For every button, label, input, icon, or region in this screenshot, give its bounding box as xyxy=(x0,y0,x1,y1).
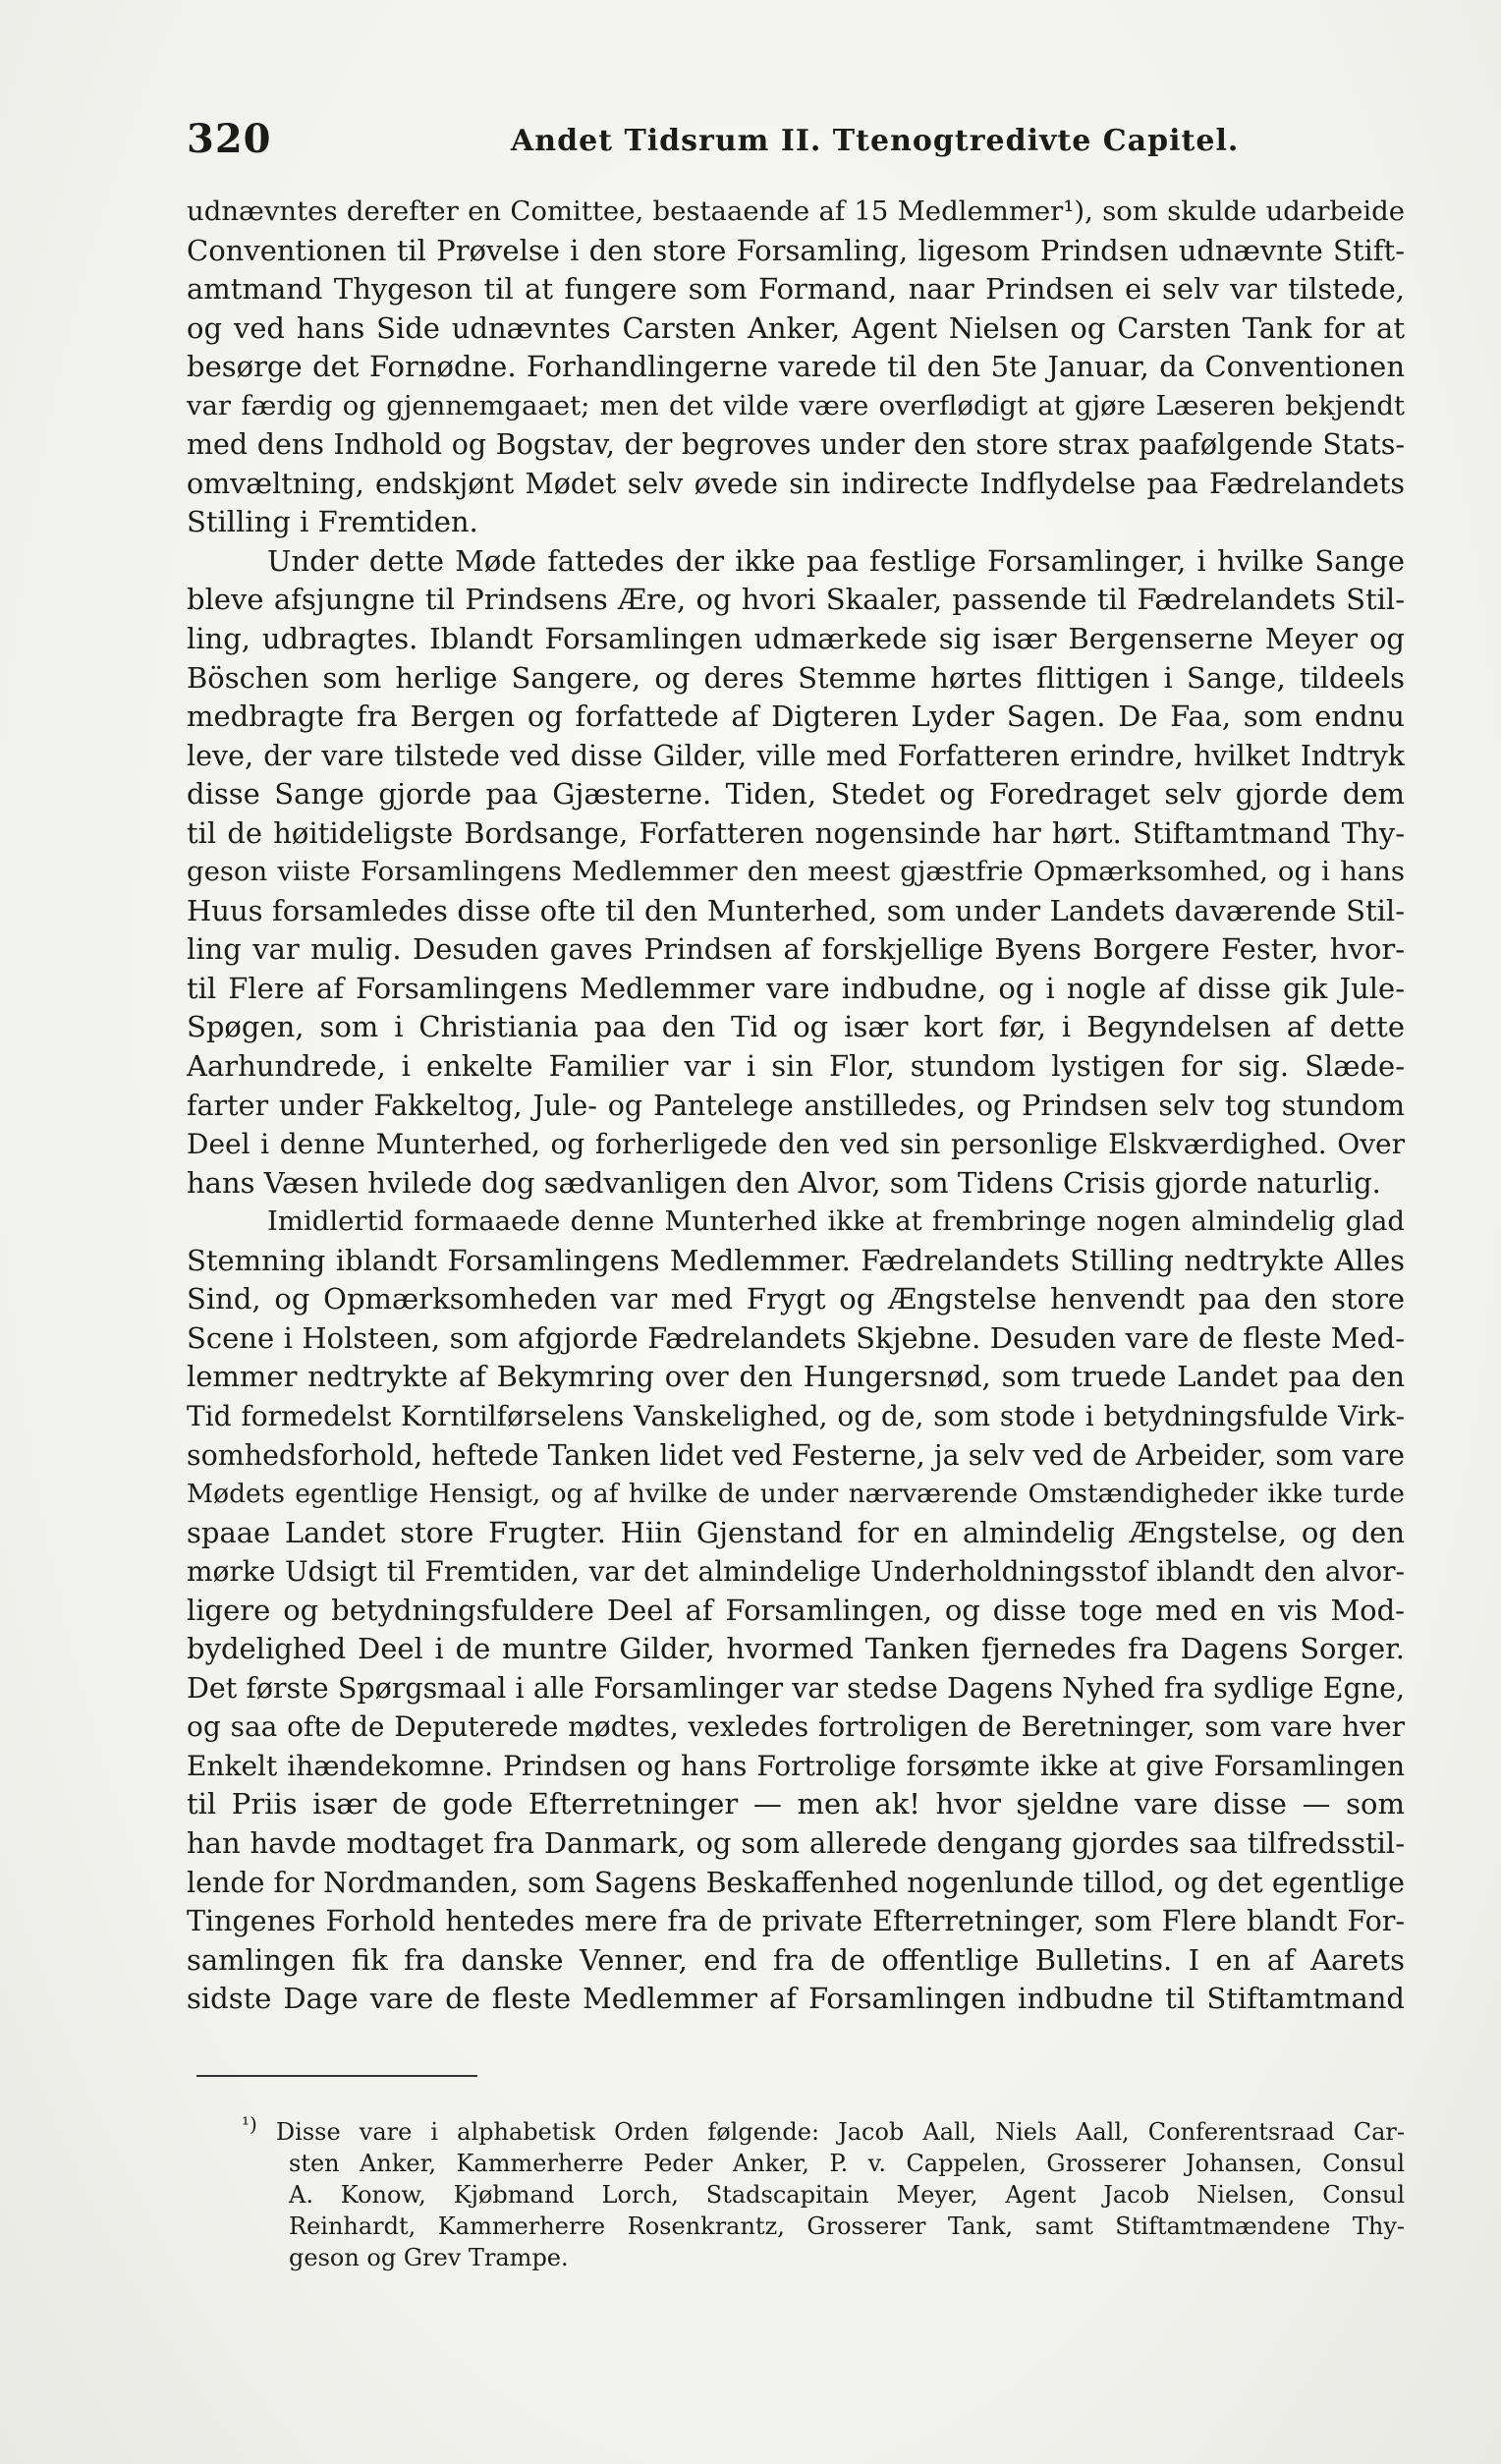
text-line: Imidlertid formaaede denne Munterhed ikke at frembringe nogen almindelig glad xyxy=(267,1205,1405,1238)
footnote-line: sten Anker, Kammerherre Peder Anker, P. v. Cappelen, Grosserer Johansen, Consul xyxy=(289,2150,1405,2177)
footnote-line: A. Konow, Kjøbmand Lorch, Stadscapitain Meyer, Agent Jacob Nielsen, Consul xyxy=(289,2181,1405,2209)
text-line: ling, udbragtes. Iblandt Forsamlingen udmærkede sig især Bergenserne Meyer og xyxy=(187,622,1405,656)
footnote-divider xyxy=(196,2075,477,2077)
text-line: Sind, og Opmærksomheden var med Frygt og Ængstelse henvendt paa den store xyxy=(187,1282,1405,1316)
footnote-marker: ¹) xyxy=(242,2116,257,2136)
text-line: leve, der vare tilstede ved disse Gilder, ville med Forfatteren erindre, hvilket Indtryk xyxy=(187,739,1405,772)
text-line: Stemning iblandt Forsamlingens Medlemmer. Fædrelandets Stilling nedtrykte Alles xyxy=(187,1243,1405,1277)
text-line: medbragte fra Bergen og forfattede af Digteren Lyder Sagen. De Faa, som endnu xyxy=(187,700,1405,734)
text-line: Aarhundrede, i enkelte Familier var i sin Flor, stundom lystigen for sig. Slæde- xyxy=(187,1049,1405,1084)
text-line: sidste Dage vare de fleste Medlemmer af Forsamlingen indbudne til Stiftamtmand xyxy=(187,1982,1405,2016)
text-line: mørke Udsigt til Fremtiden, var det almindelige Underholdningsstof iblandt den alvor- xyxy=(187,1555,1405,1589)
text-line: ligere og betydningsfuldere Deel af Forsamlingen, og disse toge med en vis Mod- xyxy=(187,1593,1405,1627)
page-header xyxy=(187,116,1405,175)
footnote-text: Disse vare i alphabetisk Orden følgende: Jacob Aall, Niels Aall, Conferentsraad Car- xyxy=(275,2118,1405,2146)
text-line: Det første Spørgsmaal i alle Forsamlinger var stedse Dagens Nyhed fra sydlige Egne, xyxy=(187,1671,1405,1705)
text-line: var færdig og gjennemgaaet; men det vilde være overflødigt at gjøre Læseren bekjendt xyxy=(187,389,1405,421)
text-line: bleve afsjungne til Prindsens Ære, og hvori Skaaler, passende til Fædrelandets Stil- xyxy=(187,583,1405,617)
text-line: spaae Landet store Frugter. Hiin Gjenstand for en almindelig Ængstelse, og den xyxy=(187,1515,1405,1549)
footnote-line: Reinhardt, Kammerherre Rosenkrantz, Grosserer Tank, samt Stiftamtmændene Thy- xyxy=(289,2212,1405,2240)
text-line: Conventionen til Prøvelse i den store Forsamling, ligesom Prindsen udnævnte Stift- xyxy=(187,233,1405,267)
text-line: til Priis især de gode Efterretninger — men ak! hvor sjeldne vare disse — som xyxy=(187,1787,1405,1821)
footnote-line: geson og Grev Trampe. xyxy=(289,2244,569,2271)
page-number: 320 xyxy=(187,116,272,162)
text-line: geson viiste Forsamlingens Medlemmer den meest gjæstfrie Opmærksomhed, og i hans xyxy=(187,856,1405,888)
text-line: Scene i Holsteen, som afgjorde Fædrelandets Skjebne. Desuden vare de fleste Med- xyxy=(187,1320,1405,1355)
text-line: besørge det Fornødne. Forhandlingerne varede til den 5te Januar, da Conventionen xyxy=(187,350,1405,384)
text-line: Böschen som herlige Sangere, og deres Stemme hørtes flittigen i Sange, tildeels xyxy=(187,660,1405,695)
text-line: lende for Nordmanden, som Sagens Beskaffenhed nogenlunde tillod, og det egentlige xyxy=(187,1866,1405,1899)
text-line: til de høitideligste Bordsange, Forfatteren nogensinde har hørt. Stiftamtmand Thy- xyxy=(187,815,1405,850)
text-line: Stilling i Fremtiden. xyxy=(187,505,478,539)
text-line: amtmand Thygeson til at fungere som Formand, naar Prindsen ei selv var tilstede, xyxy=(187,272,1405,307)
text-line: ling var mulig. Desuden gaves Prindsen af forskjellige Byens Borgere Fester, hvor- xyxy=(187,932,1405,967)
text-line: Huus forsamledes disse ofte til den Munterhed, som under Landets daværende Stil- xyxy=(187,893,1405,927)
text-line: til Flere af Forsamlingens Medlemmer vare indbudne, og i nogle af disse gik Jule- xyxy=(187,971,1405,1005)
text-line: omvæltning, endskjønt Mødet selv øvede sin indirecte Indflydelse paa Fædrelandets xyxy=(187,467,1405,500)
text-line: disse Sange gjorde paa Gjæsterne. Tiden, Stedet og Foredraget selv gjorde dem xyxy=(187,777,1405,812)
text-line: Deel i denne Munterhed, og forherligede den ved sin personlige Elskværdighed. Over xyxy=(187,1128,1405,1161)
text-line: samlingen fik fra danske Venner, end fra de offentlige Bulletins. I en af Aarets xyxy=(187,1942,1405,1977)
text-line: somhedsforhold, heftede Tanken lidet ved Festerne, ja selv ved de Arbeider, som vare xyxy=(187,1438,1405,1472)
text-line: hans Væsen hvilede dog sædvanligen den Alvor, som Tidens Crisis gjorde naturlig. xyxy=(187,1165,1381,1200)
footnote-line xyxy=(242,2116,1405,2148)
text-line: og ved hans Side udnævntes Carsten Anker, Agent Nielsen og Carsten Tank for at xyxy=(187,310,1405,345)
text-line: farter under Fakkeltog, Jule- og Pantelege anstilledes, og Prindsen selv tog stundom xyxy=(187,1089,1405,1122)
footnote xyxy=(242,2116,1405,2273)
text-line: med dens Indhold og Bogstav, der begroves under den store strax paafølgende Stats- xyxy=(187,428,1405,462)
text-line: udnævntes derefter en Comittee, bestaaende af 15 Medlemmer¹), som skulde udarbeide xyxy=(187,196,1405,227)
text-line: han havde modtaget fra Danmark, og som allerede dengang gjordes saa tilfredsstil- xyxy=(187,1825,1405,1860)
text-line: Spøgen, som i Christiania paa den Tid og især kort før, i Begyndelsen af dette xyxy=(187,1010,1405,1044)
text-line: og saa ofte de Deputerede mødtes, vexledes fortroligen de Beretninger, som vare hver xyxy=(187,1710,1405,1744)
text-line: lemmer nedtrykte af Bekymring over den Hungersnød, som truede Landet paa den xyxy=(187,1360,1405,1394)
text-line: bydelighed Deel i de muntre Gilder, hvormed Tanken fjernedes fra Dagens Sorger. xyxy=(187,1632,1405,1666)
text-line: Under dette Møde fattedes der ikke paa festlige Forsamlinger, i hvilke Sange xyxy=(267,543,1405,578)
running-head: Andet Tidsrum II. Ttenogtredivte Capitel. xyxy=(511,124,1240,158)
text-line: Tingenes Forhold hentedes mere fra de private Efterretninger, som Flere blandt For- xyxy=(187,1905,1405,1938)
text-line: Enkelt ihændekomne. Prindsen og hans Fortrolige forsømte ikke at give Forsamlingen xyxy=(187,1749,1405,1782)
text-line: Mødets egentlige Hensigt, og af hvilke de under nærværende Omstændigheder ikke turde xyxy=(187,1479,1405,1510)
text-line: Tid formedelst Korntilførselens Vanskelighed, og de, som stode i betydningsfulde Virk- xyxy=(187,1399,1405,1432)
text-line xyxy=(187,2019,1405,2058)
body-text xyxy=(187,193,1405,2057)
